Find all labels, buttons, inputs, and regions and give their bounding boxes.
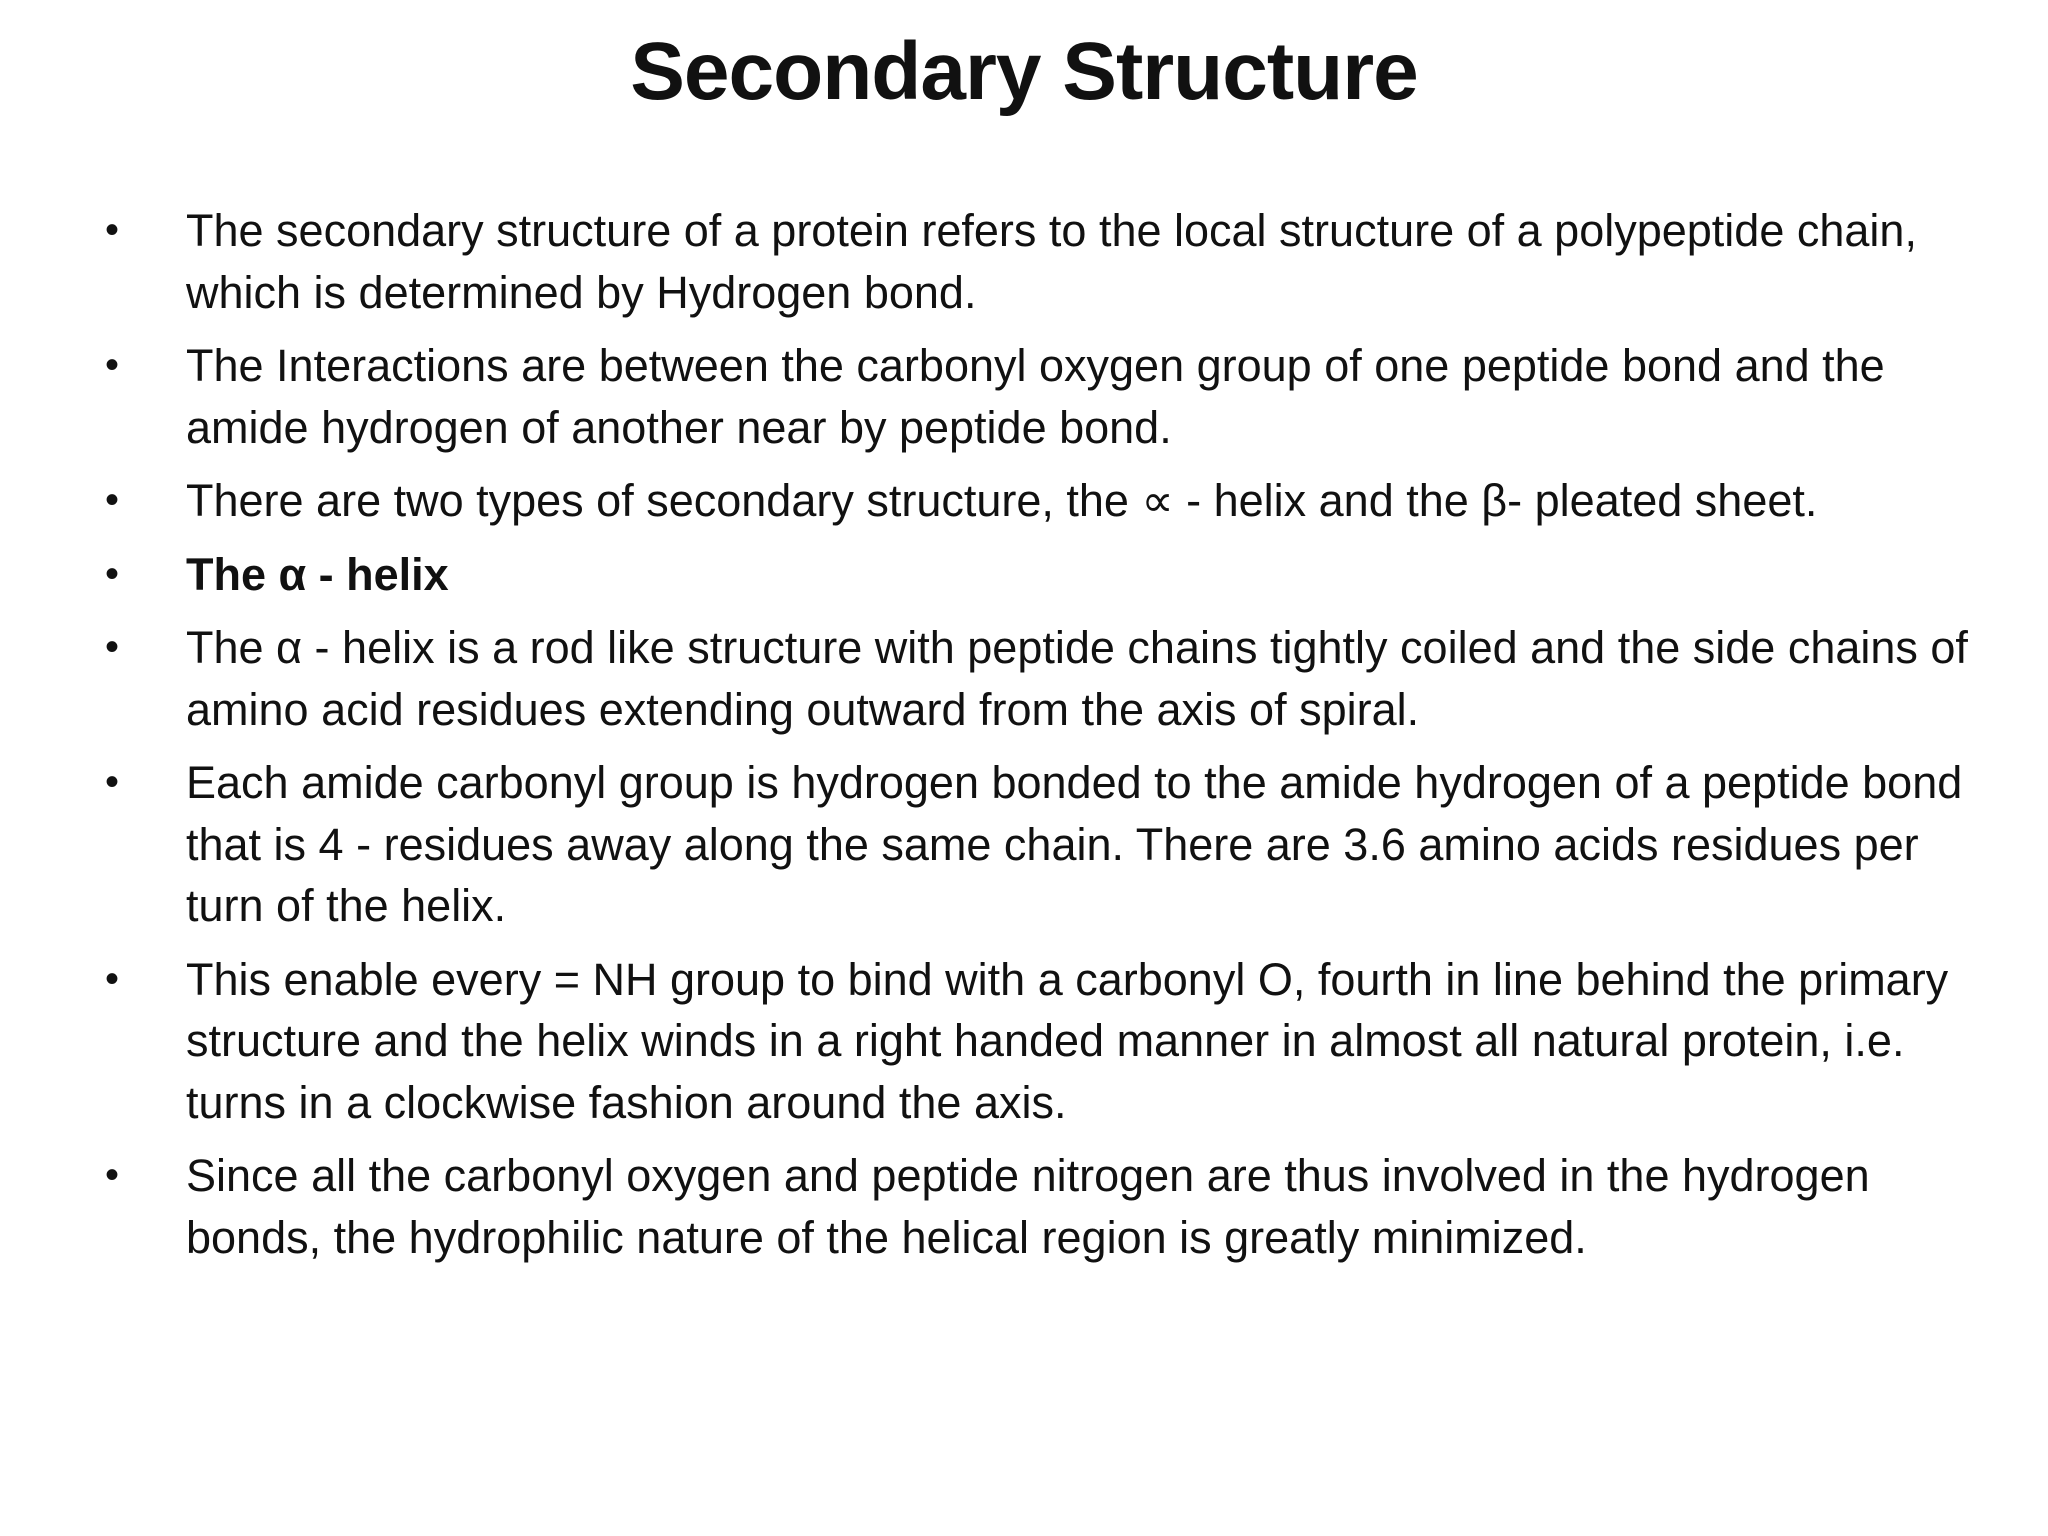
bullet-icon: • (105, 956, 120, 1001)
bullet-icon: • (105, 478, 120, 522)
bullet-text: There are two types of secondary structure, the ∝ - helix and the β- pleated sheet. (186, 475, 1818, 526)
bullet-text: The secondary structure of a protein refers to the local structure of a polypeptide chain, which is determined by Hydrogen bond. (186, 205, 1917, 318)
bullet-item (100, 544, 1980, 606)
bullet-icon: • (105, 625, 120, 669)
bullet-item (100, 470, 1980, 532)
bullet-text: The α - helix is a rod like structure with peptide chains tightly coiled and the side chains of amino acid residues extending outward from the axis of spiral. (186, 622, 1968, 735)
bullet-item (100, 617, 1980, 740)
bullet-icon: • (105, 1153, 120, 1197)
bullet-item (100, 335, 1980, 458)
bullet-icon: • (105, 760, 120, 804)
bullet-icon: • (105, 208, 120, 252)
bullet-text: Since all the carbonyl oxygen and peptide nitrogen are thus involved in the hydrogen bonds, the hydrophilic nature of the helical region is greatly minimized. (186, 1150, 1870, 1263)
bullet-item (100, 200, 1980, 323)
bullet-item (100, 752, 1980, 937)
bullet-icon: • (105, 551, 120, 596)
bullet-list (100, 200, 1980, 1280)
bullet-text: The Interactions are between the carbonyl oxygen group of one peptide bond and the amide hydrogen of another near by peptide bond. (186, 340, 1885, 453)
bullet-item (100, 949, 1980, 1134)
bullet-item (100, 1145, 1980, 1268)
bullet-text: This enable every = NH group to bind with a carbonyl O, fourth in line behind the primary structure and the helix winds in a right handed manner in almost all natural protein, i.e. turns in a clockwise fashion around the axis. (186, 953, 1949, 1128)
bullet-heading-alpha-helix: The α - helix (186, 548, 449, 600)
bullet-icon: • (105, 343, 120, 387)
slide-title: Secondary Structure (630, 26, 1418, 117)
bullet-text: Each amide carbonyl group is hydrogen bonded to the amide hydrogen of a peptide bond that is 4 - residues away along the same chain. There are 3.6 amino acids residues per turn of the helix. (186, 757, 1963, 931)
